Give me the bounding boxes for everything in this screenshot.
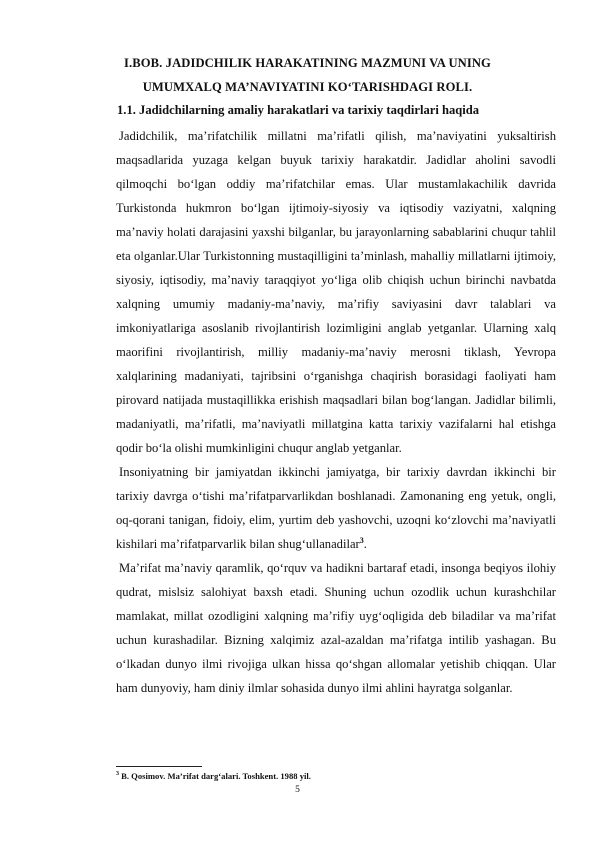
footnote-reference[interactable]: 3 [359, 535, 364, 545]
footnote [116, 770, 311, 782]
footnote-divider [116, 766, 202, 767]
chapter-title-line-2: UMUMXALQ MA’NAVIYATINI KO‘TARISHDAGI ROLI. [142, 80, 473, 94]
paragraph-2 [116, 460, 556, 556]
paragraph-3: Ma’rifat ma’naviy qaramlik, qo‘rquv va hadikni bartaraf etadi, insonga beqiyos ilohiy qudrat, mislsiz salohiyat baxsh etadi. Shuning uchun ozodlik uchun kurashchilar mamlakat, millat ozodligini xalqning ma’rifiy uyg‘oqligida deb biladilar va ma’rifat uchun kurashadilar. Bizning xalqimiz azal-azaldan ma’rifatga intilib yashagan. Bu o‘lkadan dunyo ilmi rivojiga ulkan hissa qo‘shgan allomalar yetishib chiqqan. Ular ham dunyoviy, ham diniy ilmlar sohasida dunyo ilmi ahlini hayratga solganlar. [116, 561, 556, 695]
section-heading: 1.1. Jadidchilarning amaliy harakatlari va tarixiy taqdirlari haqida [117, 103, 480, 117]
page-number: 5 [295, 785, 300, 795]
body-text [116, 124, 556, 700]
paragraph-2-end: . [363, 537, 367, 551]
chapter-title-line-1: I.BOB. JADIDCHILIK HARAKATINING MAZMUNI VA UNING [124, 56, 491, 70]
paragraph-1: Jadidchilik, ma’rifatchilik millatni ma’rifatli qilish, ma’naviyatini yuksaltirish maqsadlarida yuzaga kelgan buyuk tarixiy harakatdir. Jadidlar aholini savodli qilmoqchi bo‘lgan oddiy ma’rifatchilar emas. Ular mustamlakachilik davrida Turkistonda hukmron bo‘lgan ijtimoiy-siyosiy va iqtisodiy vaziyatni, xalqning ma’naviy holati darajasini yaxshi bilganlar, bu jarayonlarning sabablarini chuqur tahlil eta olganlar.Ular Turkistonning mustaqilligini ta’minlash, mahalliy millatlarni ijtimoiy, siyosiy, iqtisodiy, ma’naviy taraqqiyot yo‘liga olib chiqish uchun birinchi navbatda xalqning umumiy madaniy-ma’naviy, ma’rifiy saviyasini davr talablari va imkoniyatlariga asoslanib rivojlantirish lozimligini anglab yetganlar. Ularning xalq maorifini rivojlantirish, milliy madaniy-ma’naviy merosni tiklash, Yevropa xalqlarining madaniyati, tajribsini o‘rganishga chaqirish borasidagi faoliyati ham pirovard natijada mustaqillikka erishish maqsadlari bilan bog‘langan. Jadidlar bilimli, madaniyatli, ma’rifatli, ma’naviyatli millatgina katta tarixiy vazifalarni hal etishga qodir bo‘la olishi mumkinligini chuqur anglab yetganlar. [116, 129, 556, 455]
paragraph-2-text: Insoniyatning bir jamiyatdan ikkinchi jamiyatga, bir tarixiy davrdan ikkinchi bir tarixiy davrga o‘tishi ma’rifatparvarlikdan boshlanadi. Zamonaning eng yetuk, ongli, oq-qorani tanigan, fidoiy, elim, yurtim deb yashovchi, uzoqni ko‘zlovchi ma’naviyatli kishilari ma’rifatparvarlik bilan shug‘ullanadilar [116, 465, 556, 551]
footnote-text: B. Qosimov. Ma’rifat darg‘alari. Toshkent. 1988 yil. [119, 771, 311, 781]
footnote-marker: 3 [116, 771, 119, 778]
